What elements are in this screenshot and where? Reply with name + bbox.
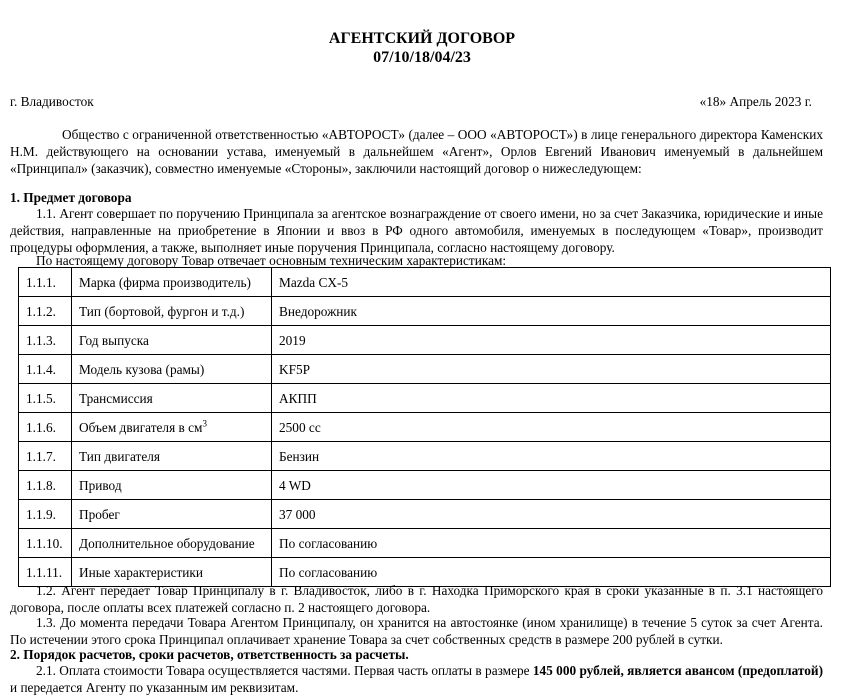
spec-label — [72, 471, 272, 500]
spec-value-text: 37 000 — [279, 506, 316, 522]
document-title: АГЕНТСКИЙ ДОГОВОР — [328, 30, 516, 47]
spec-number-text: 1.1.7. — [26, 448, 56, 464]
spec-value-text: АКПП — [279, 390, 317, 406]
spec-label — [72, 326, 272, 355]
spec-number-text: 1.1.8. — [26, 477, 56, 493]
spec-label-text: Привод — [79, 477, 122, 493]
spec-value — [272, 500, 831, 529]
spec-value-text: 4 WD — [279, 477, 311, 493]
clause-2-1-bold: 145 000 рублей, является авансом (предоплатой) — [532, 663, 823, 678]
spec-value-text: По согласованию — [279, 564, 378, 580]
spec-value — [272, 384, 831, 413]
spec-label — [72, 413, 272, 442]
spec-label — [72, 529, 272, 558]
spec-number-text: 1.1.4. — [26, 361, 56, 377]
spec-label-text: Модель кузова (рамы) — [79, 361, 205, 377]
spec-row — [19, 355, 831, 384]
spec-label-text: Трансмиссия — [79, 390, 153, 406]
spec-label — [72, 384, 272, 413]
spec-label-text: Объем двигателя в см — [79, 419, 203, 435]
spec-value-text: 2019 — [279, 332, 306, 348]
clause-2-1 — [10, 662, 823, 696]
spec-number-text: 1.1.3. — [26, 332, 56, 348]
contract-number: 07/10/18/04/23 — [373, 49, 471, 66]
spec-label-text: Дополнительное оборудование — [79, 535, 255, 551]
spec-label-text: Тип (бортовой, фургон и т.д.) — [79, 303, 245, 319]
spec-value — [272, 529, 831, 558]
spec-label — [72, 442, 272, 471]
spec-row — [19, 471, 831, 500]
spec-label-text: Иные характеристики — [79, 564, 203, 580]
clause-1-1: 1.1. Агент совершает по поручению Принципала за агентское вознаграждение от своего имени, но за счет Заказчика, юридические и иные действия, направленные на приобретение в Японии и ввоз в РФ одного автомобиля, именуемых в последующем «Товар», производит процедуры оформления, а также, выполняет иные поручения Принципала, согласно настоящему договору. — [10, 206, 823, 255]
spec-number — [19, 529, 72, 558]
specs-table — [18, 267, 831, 587]
spec-number-text: 1.1.5. — [26, 390, 56, 406]
contract-date: «18» Апрель 2023 г. — [699, 94, 812, 109]
specs-intro: По настоящему договору Товар отвечает основным техническим характеристикам: — [36, 253, 507, 268]
spec-number — [19, 442, 72, 471]
spec-value — [272, 471, 831, 500]
spec-value-text: Бензин — [279, 448, 320, 464]
spec-row — [19, 268, 831, 297]
spec-row — [19, 297, 831, 326]
clause-1-3: 1.3. До момента передачи Товара Агентом Принципалу, он хранится на автостоянке (ином хранилище) в течение 5 суток за счет Агента. По истечении этого срока Принципал оплачивает хранение Товара за счет собственных средств в размере 200 рублей в сутки. — [10, 615, 823, 647]
spec-label — [72, 500, 272, 529]
spec-number-text: 1.1.1. — [26, 274, 56, 290]
document-title-block — [0, 29, 844, 67]
spec-number-text: 1.1.9. — [26, 506, 56, 522]
section-2-heading: 2. Порядок расчетов, сроки расчетов, ответственность за расчеты. — [10, 647, 409, 662]
spec-number — [19, 326, 72, 355]
spec-value — [272, 442, 831, 471]
spec-value — [272, 413, 831, 442]
clause-2-1-text-a: 2.1. Оплата стоимости Товара осуществляется частями. Первая часть оплаты в размере — [36, 663, 533, 678]
spec-label-text: Пробег — [79, 506, 120, 522]
contract-city: г. Владивосток — [10, 94, 94, 109]
clause-2-1-text-b: и передается Агенту по указанным им реквизитам. — [10, 680, 299, 695]
intro-paragraph: Общество с ограниченной ответственностью «АВТОРОСТ» (далее – ООО «АВТОРОСТ») в лице генерального директора Каменских Н.М. действующего на основании устава, именуемый в дальнейшем «Агент», Орлов Евгений Иванович именуемый в дальнейшем «Принципал» (заказчик), совместно именуемые «Стороны», заключили настоящий договор о нижеследующем: — [10, 127, 823, 176]
spec-row — [19, 326, 831, 355]
spec-label — [72, 268, 272, 297]
spec-number — [19, 297, 72, 326]
spec-value — [272, 355, 831, 384]
spec-value-text: По согласованию — [279, 535, 378, 551]
spec-row — [19, 442, 831, 471]
spec-row — [19, 413, 831, 442]
section-1-heading: 1. Предмет договора — [10, 190, 132, 205]
spec-value-text: 2500 cc — [279, 419, 321, 435]
spec-value-text: Внедорожник — [279, 303, 357, 319]
spec-label — [72, 355, 272, 384]
spec-label-superscript: 3 — [202, 418, 207, 429]
spec-row — [19, 384, 831, 413]
spec-row — [19, 500, 831, 529]
spec-number — [19, 384, 72, 413]
spec-number — [19, 500, 72, 529]
spec-number — [19, 268, 72, 297]
spec-label-text: Марка (фирма производитель) — [79, 274, 251, 290]
clause-1-2: 1.2. Агент передает Товар Принципалу в г. Владивосток, либо в г. Находка Приморского края в сроки указанные в п. 3.1 настоящего договора, после оплаты всех платежей согласно п. 2 настоящего договора. — [10, 583, 823, 615]
spec-label-text: Тип двигателя — [79, 448, 160, 464]
spec-value — [272, 268, 831, 297]
spec-number — [19, 355, 72, 384]
spec-row — [19, 529, 831, 558]
spec-value-text: KF5P — [279, 361, 311, 377]
spec-number — [19, 471, 72, 500]
spec-value — [272, 326, 831, 355]
spec-number-text: 1.1.2. — [26, 303, 56, 319]
spec-label-text: Год выпуска — [79, 332, 149, 348]
spec-number-text: 1.1.6. — [26, 419, 56, 435]
spec-number — [19, 413, 72, 442]
spec-label — [72, 297, 272, 326]
spec-number-text: 1.1.11. — [26, 564, 63, 580]
spec-value — [272, 297, 831, 326]
spec-number-text: 1.1.10. — [26, 535, 63, 551]
spec-value-text: Mazda CX-5 — [279, 274, 349, 290]
